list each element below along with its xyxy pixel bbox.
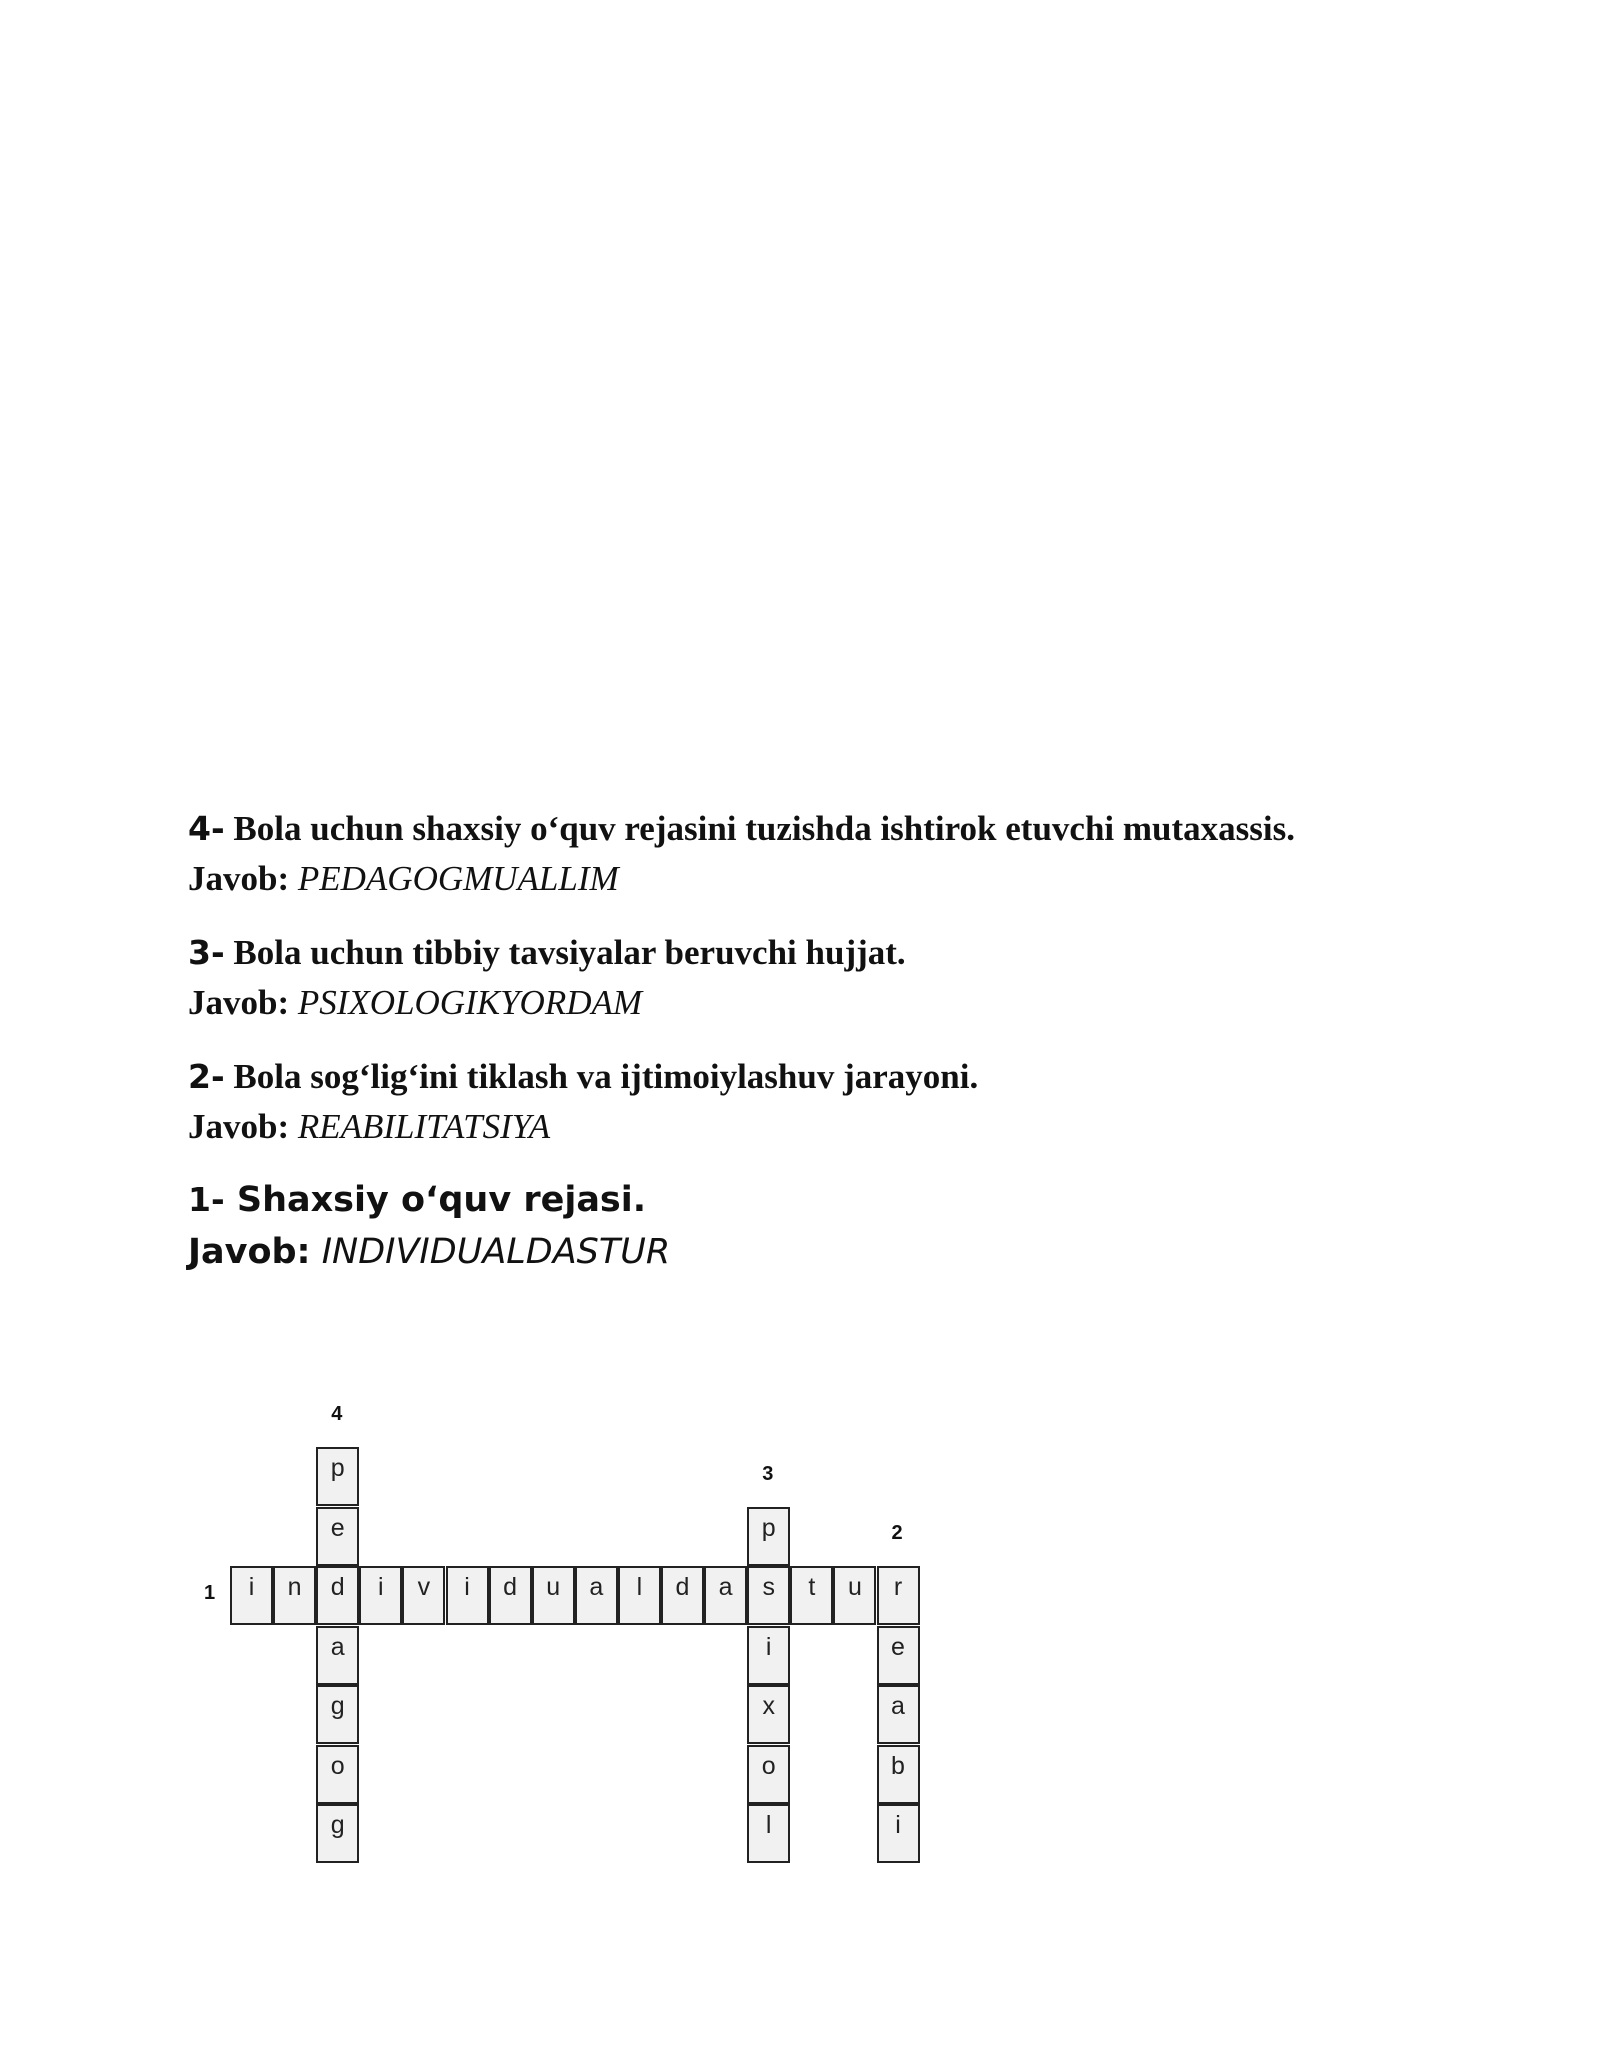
answer-value: PSIXOLOGIKYORDAM bbox=[297, 983, 643, 1022]
question-body: Bola uchun tibbiy tavsiyalar beruvchi hujjat. bbox=[233, 933, 906, 972]
crossword-cell-across: v bbox=[402, 1566, 445, 1625]
crossword-cell-across: i bbox=[359, 1566, 402, 1625]
crossword-cell-down: o bbox=[747, 1745, 790, 1804]
clue-number-down: 4 bbox=[331, 1403, 343, 1425]
crossword-cell-across: d bbox=[489, 1566, 532, 1625]
crossword-cell-down: g bbox=[316, 1685, 359, 1744]
crossword-cell-across: l bbox=[618, 1566, 661, 1625]
answer-label: Javob: bbox=[188, 983, 290, 1022]
crossword-cell-down: i bbox=[747, 1626, 790, 1685]
crossword-cell-down: p bbox=[747, 1507, 790, 1566]
question-body: Bola uchun shaxsiy o‘quv rejasini tuzishda ishtirok etuvchi mutaxassis. bbox=[233, 809, 1296, 848]
question-number: 3- bbox=[188, 933, 225, 972]
crossword-cell-across: t bbox=[790, 1566, 833, 1625]
question-number: 1- bbox=[188, 1180, 225, 1219]
question-body: Shaxsiy o‘quv rejasi. bbox=[236, 1180, 647, 1220]
crossword-cell-down: b bbox=[877, 1745, 920, 1804]
crossword-cell-down: l bbox=[747, 1804, 790, 1863]
crossword-cell-across: i bbox=[446, 1566, 489, 1625]
answer-value: REABILITATSIYA bbox=[297, 1107, 551, 1146]
clue-number-down: 3 bbox=[762, 1462, 774, 1485]
answer-label: Javob: bbox=[188, 859, 290, 898]
crossword-cell-across: i bbox=[230, 1566, 273, 1625]
question-number: 2- bbox=[188, 1057, 225, 1096]
answer-value: INDIVIDUALDASTUR bbox=[321, 1232, 671, 1272]
crossword-cell-across: r bbox=[877, 1566, 920, 1625]
crossword-cell-down: o bbox=[316, 1745, 359, 1804]
crossword-cell-across: a bbox=[704, 1566, 747, 1625]
crossword-cell-down: e bbox=[316, 1507, 359, 1566]
crossword-cell-across: d bbox=[316, 1566, 359, 1625]
crossword-cell-down: x bbox=[747, 1685, 790, 1744]
crossword-cell-down: a bbox=[877, 1685, 920, 1744]
crossword-cell-down: p bbox=[316, 1447, 359, 1506]
crossword-cell-across: a bbox=[575, 1566, 618, 1625]
crossword-cell-across: d bbox=[661, 1566, 704, 1625]
crossword-cell-across: u bbox=[532, 1566, 575, 1625]
crossword-cell-across: s bbox=[747, 1566, 790, 1625]
clue-number-down: 2 bbox=[891, 1522, 903, 1544]
crossword-cell-down: g bbox=[316, 1804, 359, 1863]
crossword-cell-across: n bbox=[273, 1566, 316, 1625]
crossword-cell-down: a bbox=[316, 1626, 359, 1685]
answer-label: Javob: bbox=[188, 1107, 290, 1146]
crossword-cell-across: u bbox=[833, 1566, 876, 1625]
answer-label: Javob: bbox=[188, 1232, 311, 1272]
question-body: Bola sog‘lig‘ini tiklash va ijtimoiylashuv jarayoni. bbox=[233, 1057, 979, 1096]
crossword-cell-down: e bbox=[877, 1626, 920, 1685]
crossword-cell-down: i bbox=[877, 1804, 920, 1863]
answer-value: PEDAGOGMUALLIM bbox=[297, 859, 619, 898]
question-number: 4- bbox=[188, 809, 225, 848]
clue-number-across: 1 bbox=[204, 1582, 216, 1604]
